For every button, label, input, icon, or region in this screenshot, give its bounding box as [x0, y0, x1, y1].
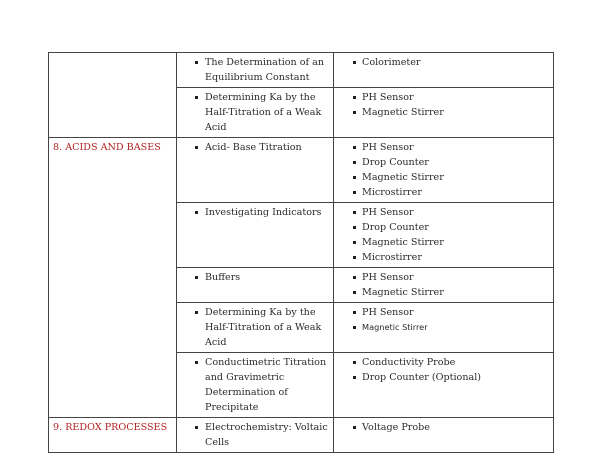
equipment-cell — [334, 53, 554, 88]
equipment-item: Magnetic Stirrer — [338, 235, 549, 250]
equipment-cell — [334, 138, 554, 203]
table-row — [49, 418, 554, 453]
topic-cell-redox: 9. REDOX PROCESSES — [49, 418, 177, 453]
experiment-cell — [177, 268, 334, 303]
topic-cell-acids-bases: 8. ACIDS AND BASES — [49, 138, 177, 418]
experiment-cell — [177, 353, 334, 418]
experiment-cell — [177, 203, 334, 268]
equipment-item: Magnetic Stirrer — [338, 320, 549, 335]
experiment-cell — [177, 53, 334, 88]
topic-cell-blank — [49, 53, 177, 138]
equipment-cell — [334, 418, 554, 453]
table-row — [49, 138, 554, 203]
equipment-item: PH Sensor — [338, 270, 549, 285]
equipment-item: Conductivity Probe — [338, 355, 549, 370]
equipment-item: PH Sensor — [338, 205, 549, 220]
equipment-item: Voltage Probe — [338, 420, 549, 435]
equipment-cell — [334, 268, 554, 303]
equipment-cell — [334, 353, 554, 418]
equipment-item: PH Sensor — [338, 305, 549, 320]
experiment-item: Conductimetric Titration and Gravimetric Determination of Precipitate — [181, 355, 329, 415]
equipment-item: PH Sensor — [338, 140, 549, 155]
equipment-item: Magnetic Stirrer — [338, 170, 549, 185]
equipment-cell — [334, 303, 554, 353]
experiment-item: Acid- Base Titration — [181, 140, 329, 155]
experiment-item: The Determination of an Equilibrium Constant — [181, 55, 329, 85]
experiment-item: Investigating Indicators — [181, 205, 329, 220]
equipment-cell — [334, 88, 554, 138]
experiment-item: Determining Ka by the Half-Titration of a Weak Acid — [181, 90, 329, 135]
equipment-item: Magnetic Stirrer — [338, 285, 549, 300]
equipment-item: PH Sensor — [338, 90, 549, 105]
equipment-cell — [334, 203, 554, 268]
experiment-cell — [177, 138, 334, 203]
equipment-item: Colorimeter — [338, 55, 549, 70]
equipment-item: Microstirrer — [338, 185, 549, 200]
experiment-item: Determining Ka by the Half-Titration of a Weak Acid — [181, 305, 329, 350]
equipment-item: Microstirrer — [338, 250, 549, 265]
experiment-cell — [177, 88, 334, 138]
experiment-cell — [177, 418, 334, 453]
experiment-cell — [177, 303, 334, 353]
lab-equipment-table — [48, 52, 554, 453]
equipment-item: Drop Counter (Optional) — [338, 370, 549, 385]
equipment-item: Drop Counter — [338, 220, 549, 235]
table-row — [49, 53, 554, 88]
experiment-item: Buffers — [181, 270, 329, 285]
equipment-item: Magnetic Stirrer — [338, 105, 549, 120]
equipment-item: Drop Counter — [338, 155, 549, 170]
experiment-item: Electrochemistry: Voltaic Cells — [181, 420, 329, 450]
